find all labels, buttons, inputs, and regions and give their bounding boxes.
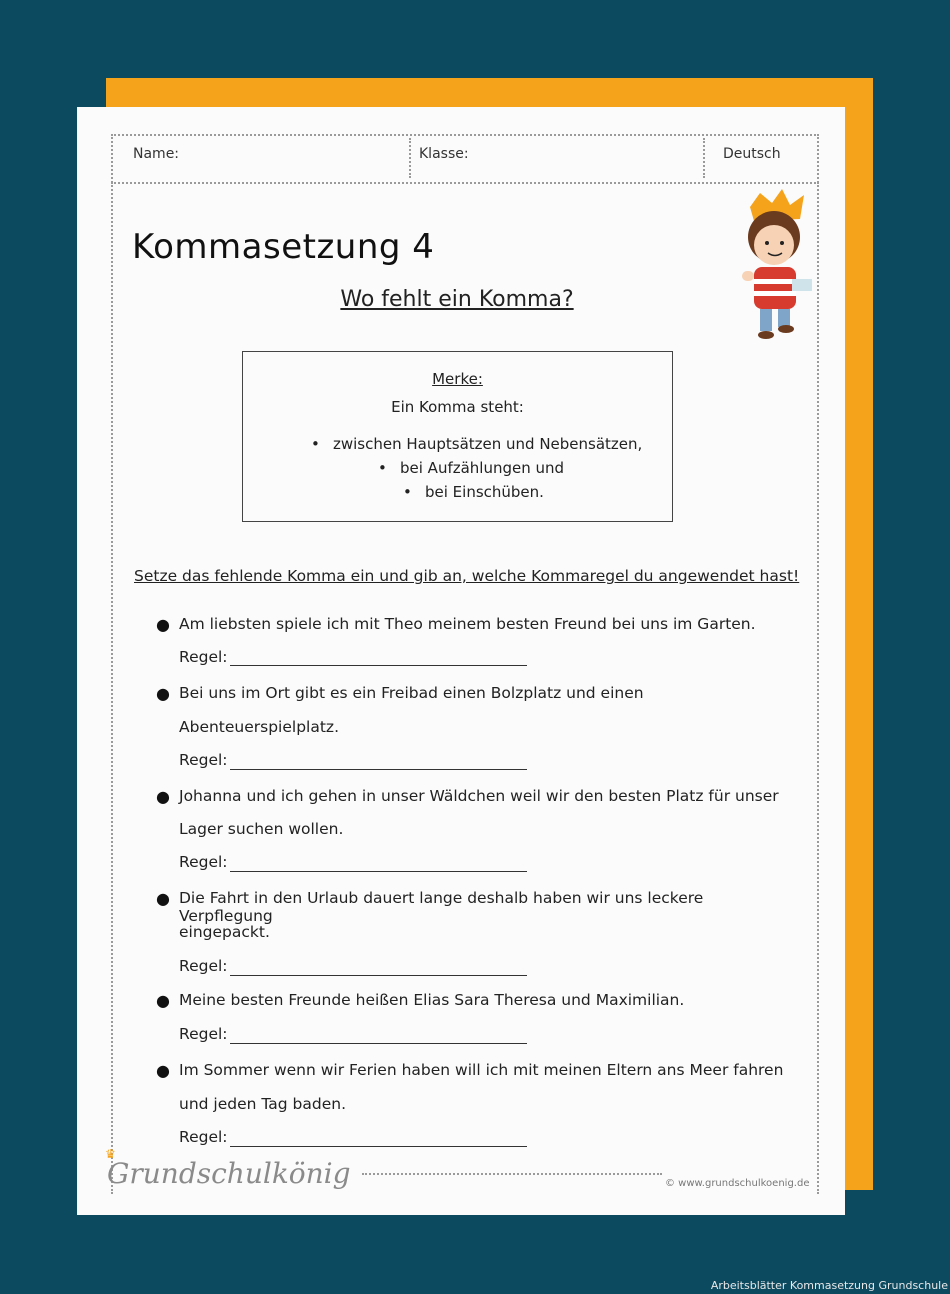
exercise-sentence: Meine besten Freunde heißen Elias Sara Theresa und Maximilian. xyxy=(179,991,685,1009)
merke-rule: • bei Einschüben. xyxy=(425,483,544,501)
exercise-sentence: Die Fahrt in den Urlaub dauert lange deshalb haben wir uns leckere Verpflegung xyxy=(179,889,704,925)
worksheet-header xyxy=(111,134,819,184)
regel-answer-line[interactable] xyxy=(230,751,527,770)
header-divider xyxy=(703,138,705,178)
grundschulkoenig-logo: Grundschulkönig xyxy=(107,1157,351,1190)
bullet-icon: ● xyxy=(156,684,170,703)
regel-answer-line[interactable] xyxy=(230,647,527,666)
exercise-sentence-continued: Lager suchen wollen. xyxy=(179,820,344,838)
bullet-icon: ● xyxy=(156,991,170,1010)
boy-with-crown-illustration xyxy=(732,187,824,347)
exercise-sentence: Am liebsten spiele ich mit Theo meinem besten Freund bei uns im Garten. xyxy=(179,615,756,633)
regel-label: Regel: xyxy=(179,648,228,666)
footer-dotted-line xyxy=(362,1173,662,1175)
exercise-sentence: Johanna und ich gehen in unser Wäldchen weil wir den besten Platz für unser xyxy=(179,787,779,805)
regel-answer-line[interactable] xyxy=(230,1128,527,1147)
task-instruction: Setze das fehlende Komma ein und gib an, welche Kommaregel du angewendet hast! xyxy=(134,567,800,585)
class-label: Klasse: xyxy=(419,146,469,162)
crown-icon: ♛ xyxy=(105,1147,116,1161)
exercise-sentence-continued: eingepackt. xyxy=(179,923,270,941)
image-caption: Arbeitsblätter Kommasetzung Grundschule xyxy=(710,1279,948,1292)
subject-label: Deutsch xyxy=(723,146,781,162)
header-divider xyxy=(409,138,411,178)
merke-box xyxy=(242,351,673,522)
regel-label: Regel: xyxy=(179,957,228,975)
page-subtitle: Wo fehlt ein Komma? xyxy=(340,287,574,312)
name-label: Name: xyxy=(133,146,180,162)
regel-label: Regel: xyxy=(179,751,228,769)
exercise-sentence: Bei uns im Ort gibt es ein Freibad einen Bolzplatz und einen xyxy=(179,684,644,702)
exercise-sentence-continued: Abenteuerspielplatz. xyxy=(179,718,339,736)
merke-rule: • bei Aufzählungen und xyxy=(400,459,564,477)
bullet-icon: ● xyxy=(156,1061,170,1080)
bullet-icon: ● xyxy=(156,787,170,806)
merke-rule: • zwischen Hauptsätzen und Nebensätzen, xyxy=(333,435,642,453)
bullet-icon: ● xyxy=(156,615,170,634)
regel-label: Regel: xyxy=(179,853,228,871)
regel-label: Regel: xyxy=(179,1025,228,1043)
exercise-sentence: Im Sommer wenn wir Ferien haben will ich mit meinen Eltern ans Meer fahren xyxy=(179,1061,784,1079)
regel-answer-line[interactable] xyxy=(230,853,527,872)
merke-lead: Ein Komma steht: xyxy=(391,398,524,416)
regel-answer-line[interactable] xyxy=(230,1025,527,1044)
page-title: Kommasetzung 4 xyxy=(132,227,435,267)
exercise-sentence-continued: und jeden Tag baden. xyxy=(179,1095,347,1113)
worksheet xyxy=(77,107,845,1215)
merke-heading: Merke: xyxy=(432,370,483,388)
copyright-text: © www.grundschulkoenig.de xyxy=(665,1178,810,1189)
bullet-icon: ● xyxy=(156,889,170,908)
regel-answer-line[interactable] xyxy=(230,957,527,976)
regel-label: Regel: xyxy=(179,1128,228,1146)
